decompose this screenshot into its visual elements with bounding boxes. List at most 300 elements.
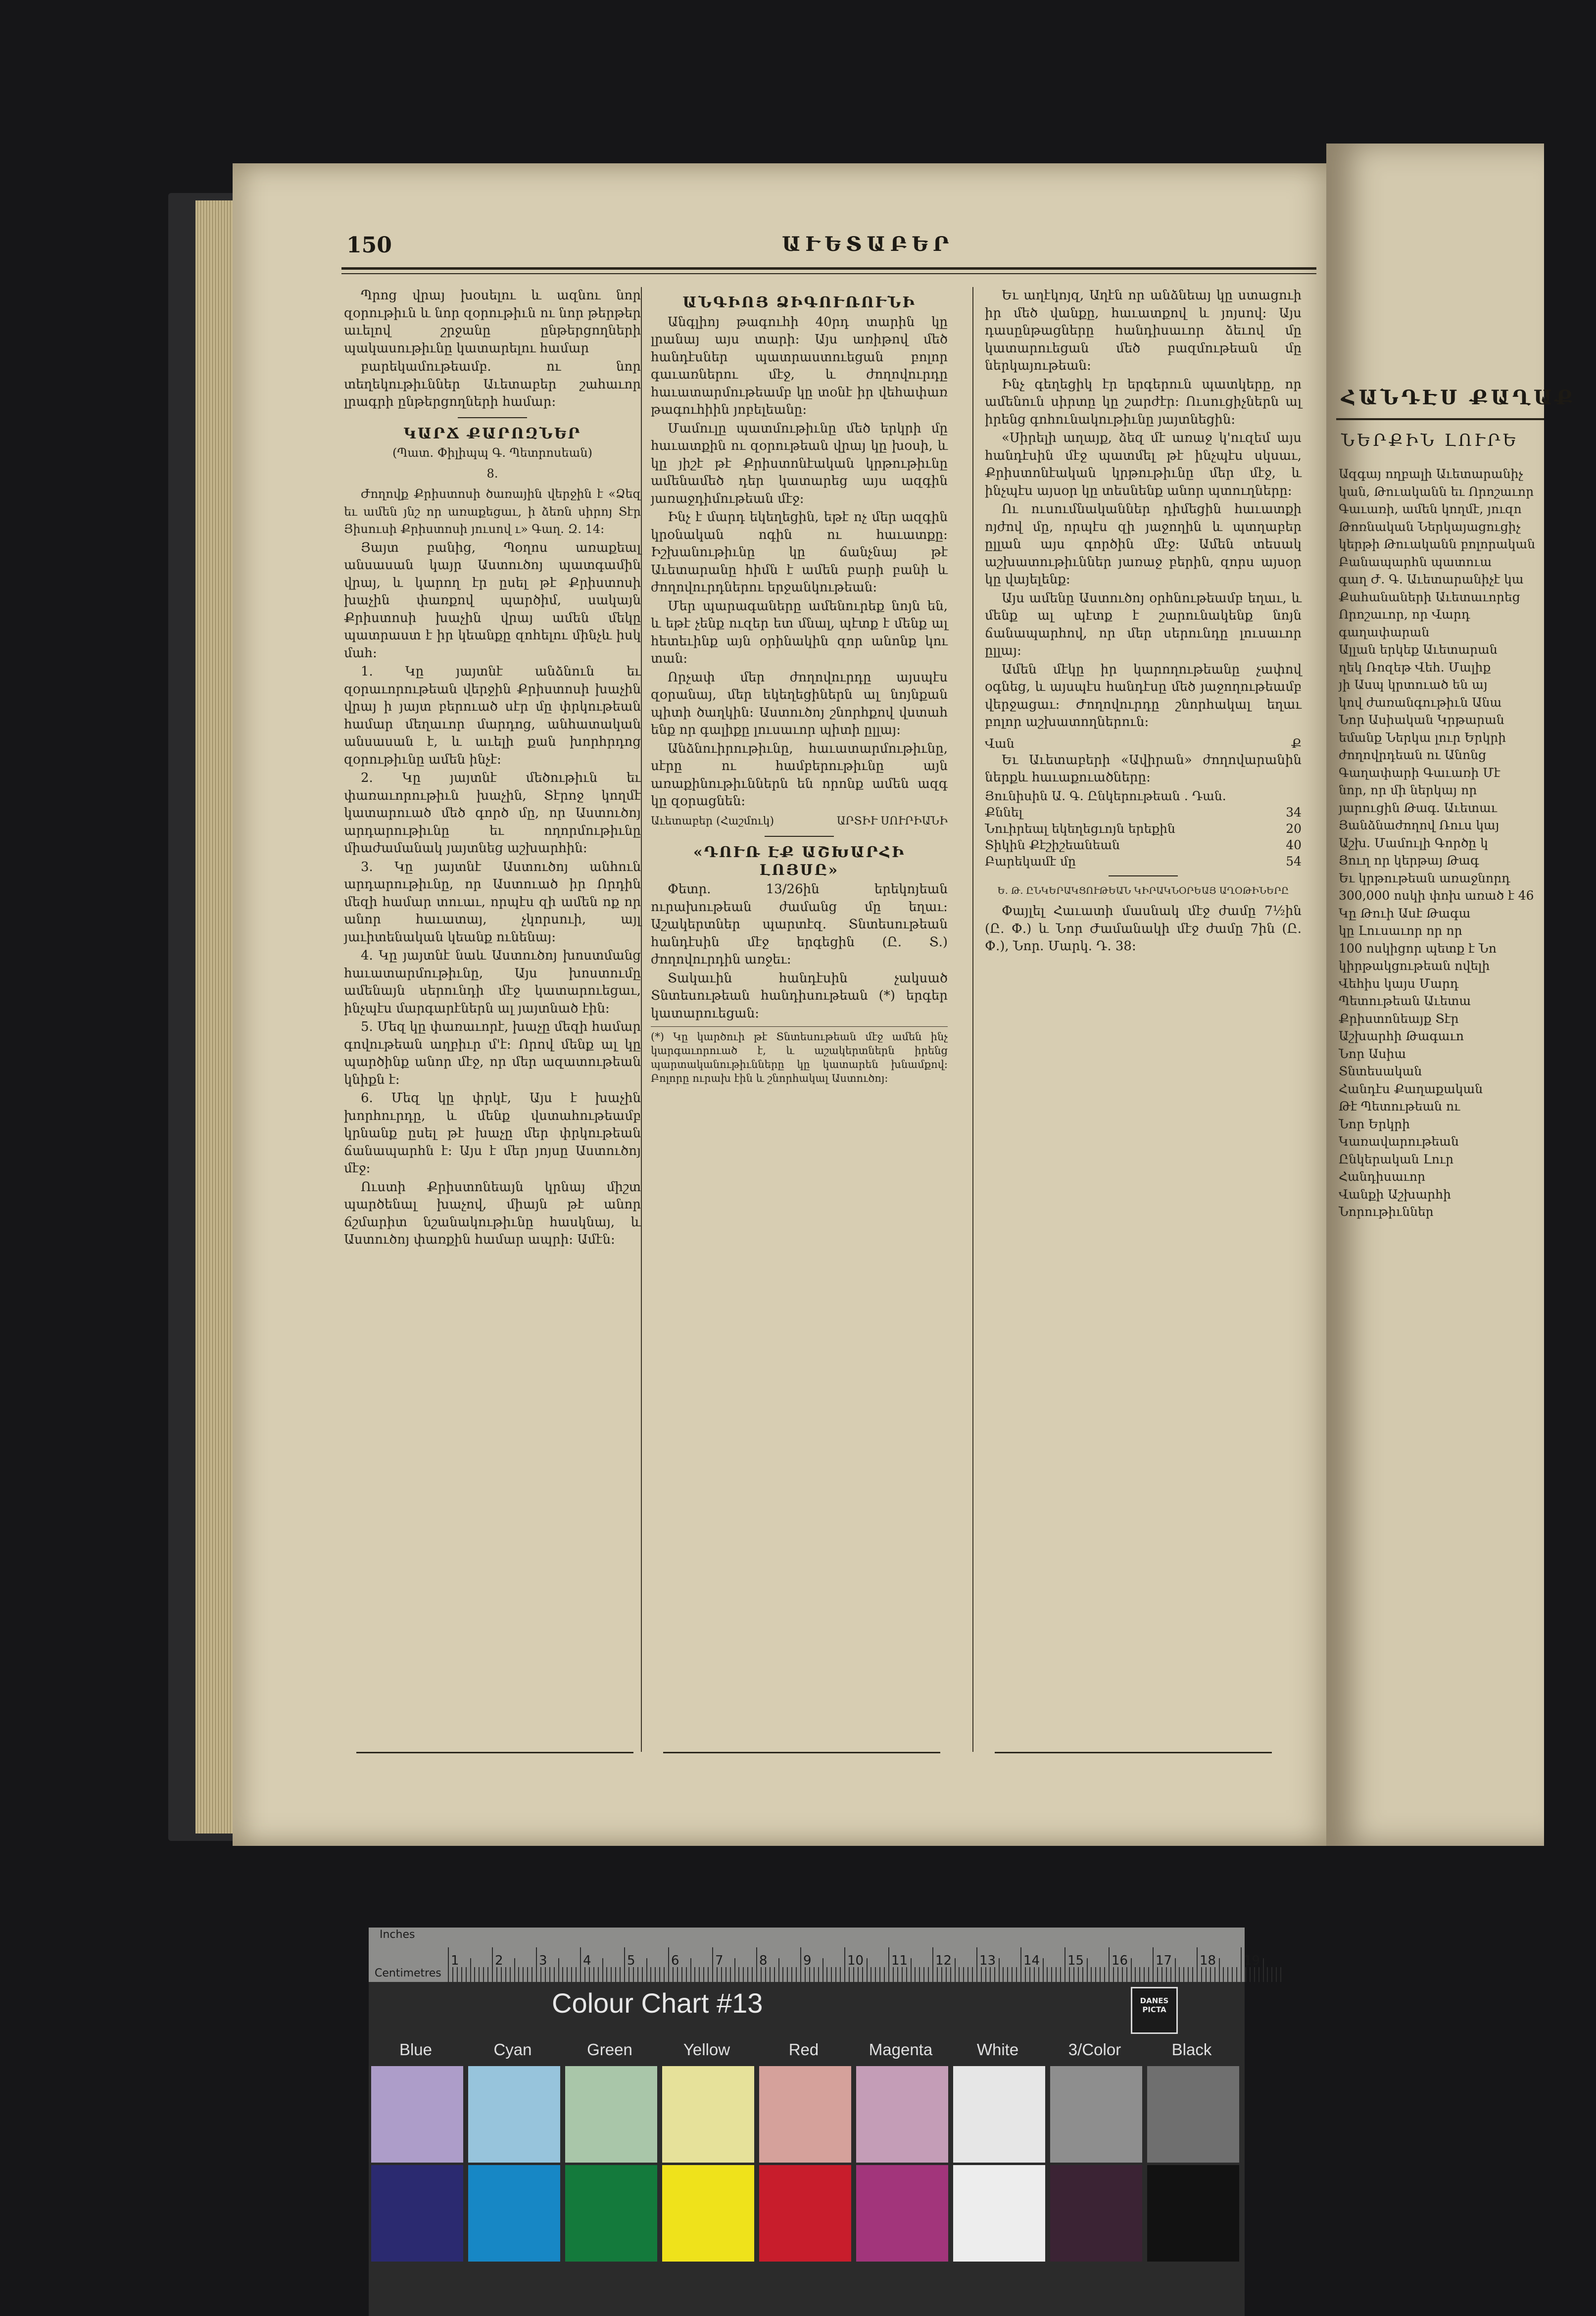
next-page-line: Նոր Ասիա — [1339, 1046, 1406, 1061]
donation-value: 54 — [1286, 854, 1302, 868]
ruler-minor-tick — [576, 1967, 577, 1982]
ruler-minor-tick — [606, 1967, 607, 1982]
ruler-tick — [756, 1947, 757, 1982]
jubilee-section-title: ԱՆԳԻՈՅ ՁԻԳՈՒՌՈՒՆԻ — [682, 294, 916, 311]
list-header-right: Ք — [1291, 736, 1302, 751]
article-paragraph: Անգլիոյ թագուհի 40րդ տարին կը լրանայ այս տարի։ Այս առիթով մեծ հանդէսներ պատրաստուեցան բոլոր գաւառներու մէջ, և ժողովուրդը հաւատարմութեամբ կը տօնէ իր վեհափառ թագուհիին յոբելեանը։ — [651, 314, 948, 417]
swatch-label: Magenta — [869, 2040, 933, 2059]
next-page-line: յարուցին Թագ. Աւետաւ — [1339, 800, 1497, 815]
ruler-number: 13 — [979, 1953, 996, 1968]
ruler-minor-tick — [1280, 1967, 1281, 1982]
ruler-minor-tick — [1232, 1967, 1233, 1982]
colour-chart-title: Colour Chart #13 — [552, 1987, 763, 2019]
ruler-minor-tick — [686, 1967, 687, 1982]
ruler-minor-tick — [1104, 1967, 1105, 1982]
ruler-minor-tick — [1056, 1967, 1057, 1982]
next-page-line: գաղ Ժ. Գ. Աւետարանիչէ կա — [1339, 572, 1524, 586]
ruler-minor-tick — [1236, 1967, 1237, 1982]
ruler-minor-tick — [1214, 1967, 1215, 1982]
ruler-minor-tick — [1258, 1967, 1259, 1982]
ruler-minor-tick — [734, 1958, 735, 1982]
ruler-minor-tick — [928, 1967, 929, 1982]
ruler-minor-tick — [1161, 1967, 1162, 1982]
ruler-minor-tick — [778, 1958, 779, 1982]
ruler-number: 6 — [671, 1953, 679, 1968]
ruler — [369, 1928, 1260, 1982]
article-paragraph: Անձնուիրութիւնը, հաւատարմութիւնը, սէրը ու համբերութիւնը այն առաքինութիւններն են որոնք ամեն ազգ կը զօրացնեն։ — [651, 741, 948, 809]
ruler-tick — [1153, 1947, 1154, 1982]
ruler-minor-tick — [875, 1967, 876, 1982]
ruler-minor-tick — [1276, 1967, 1277, 1982]
ruler-minor-tick — [884, 1967, 885, 1982]
ruler-minor-tick — [527, 1967, 528, 1982]
swatch-label: Yellow — [683, 2040, 730, 2059]
ruler-minor-tick — [738, 1967, 739, 1982]
article-signature — [651, 813, 948, 830]
ruler-minor-tick — [1179, 1967, 1180, 1982]
next-page-line: Եւ կրթութեան առաջնորդ — [1339, 870, 1510, 885]
ruler-minor-tick — [959, 1967, 960, 1982]
sermon-verse: Ժողովք Քրիստոսի ծառային վերջին է «Ձեզ եւ ամեն յնշ որ առաքեցաւ, ի ձեռն սիրոյ Տէր Յիսուսի Քրիստոսի յուսով ւ» Գաղ. Զ. 14։ — [344, 487, 641, 536]
danes-picta-logo: DANES PICTA — [1131, 1987, 1178, 2034]
ruler-minor-tick — [862, 1967, 863, 1982]
ruler-minor-tick — [849, 1967, 850, 1982]
ruler-minor-tick — [479, 1967, 480, 1982]
ruler-minor-tick — [589, 1967, 590, 1982]
ruler-minor-tick — [593, 1967, 594, 1982]
article-paragraph: Ամեն մէկը իր կարողութեանը չափով օգնեց, և այսպէս հանդէսը մեծ յաջողութեամբ վերջացաւ։ Ժողովուրդը շնորհակալ եղաւ բոլոր աշխատողներուն։ — [985, 662, 1302, 729]
next-page-line: գաղափարան — [1339, 625, 1430, 639]
signature-source: Աւետաբեր (Հաշմուկ) — [651, 815, 774, 827]
ruler-minor-tick — [1082, 1967, 1083, 1982]
ruler-minor-tick — [1060, 1967, 1061, 1982]
swatch-light-green — [565, 2066, 657, 2163]
ruler-number: 4 — [583, 1953, 591, 1968]
next-page-line: Նոր Երկրի — [1339, 1116, 1410, 1131]
swatch-dark-green — [565, 2165, 657, 2262]
sermon-paragraph: Յայտ բանից, Պօղոս առաքեալ անսասան կայր Աստուծոյ պատգամին վրայ, և կարող էր ըսել թէ Քրիստոսի խաչին փառքով պարծիմ, սակայն Քրիստոսի խաչին վրայ ամեն մեկը պատրաստ է իր կեանքը զոհելու մինչև իսկ մահ։ — [344, 540, 641, 661]
swatch-label: 3/Color — [1068, 2040, 1121, 2059]
swatch-light-red — [759, 2066, 851, 2163]
sermon-author: (Պատ. Փիլիպպ Գ. Պետրոսեան) — [392, 446, 592, 460]
next-page-text — [1339, 465, 1596, 1221]
ruler-minor-tick — [752, 1967, 753, 1982]
column-3 — [985, 287, 1302, 957]
ruler-minor-tick — [620, 1967, 621, 1982]
ruler-minor-tick — [659, 1967, 660, 1982]
ruler-tick — [624, 1947, 625, 1982]
ruler-minor-tick — [721, 1967, 722, 1982]
ruler-minor-tick — [840, 1967, 841, 1982]
ruler-minor-tick — [818, 1967, 819, 1982]
ruler-minor-tick — [743, 1967, 744, 1982]
donation-row — [985, 837, 1302, 853]
next-page-title: ՀԱՆԴԷՍ ՔԱՂԱՔ — [1341, 386, 1576, 409]
next-page-line: Քահանաների Աւետաւորեց — [1339, 589, 1520, 604]
ruler-minor-tick — [1016, 1967, 1017, 1982]
ruler-minor-tick — [796, 1967, 797, 1982]
ruler-number: 12 — [935, 1953, 952, 1968]
ruler-minor-tick — [787, 1967, 788, 1982]
sermon-paragraph: 2. Կը յայտնէ մեծութիւն եւ փառաւորութիւն խաչին, Տէրոջ կողմէ կատարուած մեծ գործ մը, որ Աստուծոյ արդարութիւնը եւ ողորմութիւնը միաժամանակ յայտնեց աշխարհին։ — [344, 771, 641, 856]
swatch-light-magenta — [856, 2066, 948, 2163]
ruler-minor-tick — [963, 1967, 964, 1982]
page-number: 150 — [346, 233, 392, 258]
colour-chart — [369, 1928, 1260, 2316]
next-page-line: Հանդէս Քաղաքական — [1339, 1081, 1483, 1096]
swatch-dark-blue — [371, 2165, 463, 2262]
ruler-minor-tick — [1113, 1967, 1114, 1982]
ruler-minor-tick — [981, 1967, 982, 1982]
ruler-minor-tick — [770, 1967, 771, 1982]
ruler-minor-tick — [1148, 1967, 1149, 1982]
ruler-minor-tick — [919, 1967, 920, 1982]
sermon-paragraph: 1. Կը յայտնէ անձնուն եւ զօրաւորութեան վերջին Քրիստոսի խաչին վրայ ի յայտ բերուած սէր մը փրկութեան համար մեղաւոր մարդոց, անհատական անսասան է, և աւելի քան խորհրդոց զօրութիւնը ամեն ինչէ։ — [344, 664, 641, 767]
ruler-minor-tick — [1131, 1958, 1132, 1982]
next-page-line: Ալլան երկեք Աւետարան — [1339, 642, 1498, 657]
swatch-light-white — [953, 2066, 1045, 2163]
ruler-minor-tick — [1043, 1958, 1044, 1982]
swatch-label: Cyan — [493, 2040, 532, 2059]
ruler-minor-tick — [1267, 1967, 1268, 1982]
next-page-line: կով ժառանգութիւն Անա — [1339, 695, 1502, 710]
next-page-line: Որոշաւոր, որ Վարդ — [1339, 607, 1470, 622]
ruler-minor-tick — [985, 1967, 986, 1982]
next-page-line: Տնտեսական — [1339, 1064, 1422, 1078]
ruler-minor-tick — [967, 1967, 968, 1982]
ruler-minor-tick — [972, 1967, 973, 1982]
ruler-minor-tick — [1117, 1967, 1118, 1982]
next-page-line: ղեկ Ռոզեթ Վեհ. Մալիք — [1339, 660, 1491, 675]
ruler-minor-tick — [694, 1967, 695, 1982]
next-page-line: կիրթակցութեան ովելի — [1339, 959, 1490, 973]
ruler-tick — [712, 1947, 713, 1982]
ruler-minor-tick — [867, 1958, 868, 1982]
ruler-minor-tick — [941, 1967, 942, 1982]
ruler-minor-tick — [717, 1967, 718, 1982]
ruler-minor-tick — [510, 1967, 511, 1982]
ruler-minor-tick — [1245, 1967, 1246, 1982]
ruler-minor-tick — [1139, 1967, 1140, 1982]
ruler-minor-tick — [496, 1967, 497, 1982]
ruler-minor-tick — [1263, 1958, 1264, 1982]
ruler-minor-tick — [1192, 1967, 1193, 1982]
ruler-minor-tick — [897, 1967, 898, 1982]
sermon-section-title: ԿԱՐՃ ՔԱՐՈԶՆԵՐ — [403, 425, 581, 442]
ruler-minor-tick — [1087, 1958, 1088, 1982]
donation-label: Նուիրեալ եկեղեցւոյն երեքին — [985, 821, 1175, 836]
ruler-minor-tick — [474, 1967, 475, 1982]
ruler-minor-tick — [681, 1967, 682, 1982]
article-paragraph: Մամուլը պատմութիւնը մեծ երկրի մը հաւատքին ու զօրութեան վրայ կը խօսի, և կը յիշէ թէ Քրիստոնէական կրթութիւնը ամենամեծ դեր կատարեց այս ազգին յառաջդիմութեան մէջ։ — [651, 421, 948, 506]
ruler-minor-tick — [505, 1967, 506, 1982]
swatch-label: Red — [788, 2040, 819, 2059]
ruler-minor-tick — [655, 1967, 656, 1982]
next-page-line: ժողովրդեան ու Անոնց — [1339, 748, 1487, 762]
next-page-subtitle: ՆԵՐՔԻՆ ԼՈՒՐԵ — [1341, 431, 1519, 450]
ruler-minor-tick — [955, 1958, 956, 1982]
ruler-minor-tick — [1188, 1967, 1189, 1982]
ruler-minor-tick — [1012, 1967, 1013, 1982]
ruler-tick — [1064, 1947, 1065, 1982]
donation-row — [985, 804, 1302, 820]
article-paragraph: Եւ աղէկոյզ, Աղէն որ անձնեայ կը ստացուի իր մեծ վանքը, հաւատքով և յոյսով։ Այս դասընթացները հանդիսաւոր ձեւով մը կատարուեցան մեծ բազմութեան մը ներկայութեան։ — [985, 288, 1302, 373]
swatch-dark-cyan — [468, 2165, 560, 2262]
ruler-minor-tick — [677, 1967, 678, 1982]
sermon-paragraph: 6. Մեզ կը փրկէ, Այս է խաչին խորհուրդը, և մենք վստահութեամբ կրնանք ըսել թէ խաչը մեր փրկութեան ճանապարհն է։ Այս է մեր յոյսը Աստուծոյ մէջ։ — [344, 1091, 641, 1176]
next-page-line: Բանապարհն պատուա — [1339, 554, 1492, 569]
running-head: ԱՒԵՏԱԲԵՐ — [782, 233, 954, 256]
ruler-minor-tick — [730, 1967, 731, 1982]
next-page-line: Կը Թուի Ասէ Թագա — [1339, 906, 1471, 920]
column-rule — [641, 287, 642, 1752]
ruler-minor-tick — [602, 1958, 603, 1982]
column-1 — [344, 287, 641, 1250]
ruler-minor-tick — [633, 1967, 634, 1982]
ruler-tick — [1109, 1947, 1110, 1982]
ruler-minor-tick — [452, 1967, 453, 1982]
ruler-tick — [844, 1947, 845, 1982]
article-paragraph: Այս ամենը Աստուծոյ օրհնութեամբ եղաւ, և մենք ալ պէտք է շարունակենք նոյն ճանապարհով, որ մեր սերունդը լուսաւոր ըլլայ։ — [985, 590, 1302, 658]
swatch-light-black — [1147, 2066, 1239, 2163]
ruler-minor-tick — [791, 1967, 792, 1982]
footnote: (*) Կը կարծուի թէ Տնտեսութեան մէջ ամեն ինչ կարգաւորուած է, և աշակերտներն իրենց պարտականութիւնները կը կատարեն խնամքով։ Բոլորը ուրախ էին և շնորհակալ Աստուծոյ։ — [651, 1026, 948, 1085]
article-paragraph: Մեր պարագաները ամենուրեք նոյն են, և եթէ չենք ուզեր ետ մնալ, պէտք է մենք ալ հետեւինք այն օրինակին զոր անոնք կու տան։ — [651, 598, 948, 666]
ruler-minor-tick — [1034, 1967, 1035, 1982]
next-page-line: կը Լուսաւոր որ որ — [1339, 923, 1462, 938]
column-2 — [651, 287, 948, 1085]
ruler-minor-tick — [650, 1967, 651, 1982]
notice-text: Փայլել Հաւատի մասնակ մէջ ժամը 7½ին (Ը. Փ.) և Նոր Ժամանակի մէջ ժամը 7ին (Ը. Փ.), Նոր. Մարկ. Դ. 38։ — [985, 904, 1302, 954]
notice-title: Ե. Թ. ԸՆԿԵՐԱԿՑՈՒԹԵԱՆ ԿԻՐԱԿՆՕՐԵԱՅ ԱՂՕԹԻՆԵՐԸ — [997, 885, 1289, 896]
ruler-minor-tick — [1254, 1967, 1255, 1982]
next-page-line: Թէ Պետութեան ու — [1339, 1099, 1460, 1113]
next-page-rule — [1336, 418, 1544, 420]
ruler-tick — [932, 1947, 933, 1982]
sermon-paragraph: 5. Մեզ կը փառաւորէ, խաչը մեզի համար գովութեան աղբիւր մ'է։ Որով մենք ալ կը պարծինք անոր մէջ, որ մեր ազատութեան կնիքն է։ — [344, 1019, 641, 1087]
ruler-minor-tick — [1166, 1967, 1167, 1982]
ruler-minor-tick — [1157, 1967, 1158, 1982]
ruler-minor-tick — [708, 1967, 709, 1982]
swatch-light-3color — [1050, 2066, 1142, 2163]
ruler-minor-tick — [598, 1967, 599, 1982]
header-rule-thin — [341, 273, 1316, 274]
swatch-label: White — [976, 2040, 1019, 2059]
next-page-line: կան, Թուականն եւ Որոշաւոր — [1339, 484, 1534, 499]
donation-list-header — [985, 735, 1302, 752]
donation-row — [985, 788, 1302, 804]
ruler-minor-tick — [690, 1958, 691, 1982]
column-end-rule — [663, 1752, 940, 1753]
ruler-minor-tick — [567, 1967, 568, 1982]
ruler-tick — [1020, 1947, 1021, 1982]
ruler-minor-tick — [999, 1958, 1000, 1982]
ruler-number: 11 — [891, 1953, 908, 1968]
ruler-minor-tick — [470, 1958, 471, 1982]
ruler-minor-tick — [911, 1958, 912, 1982]
ruler-minor-tick — [990, 1967, 991, 1982]
donation-value: 40 — [1286, 837, 1302, 852]
ruler-minor-tick — [1025, 1967, 1026, 1982]
ruler-number: 1 — [451, 1953, 459, 1968]
ruler-minor-tick — [814, 1967, 815, 1982]
ruler-minor-tick — [1091, 1967, 1092, 1982]
ruler-minor-tick — [1170, 1967, 1171, 1982]
ruler-minor-tick — [822, 1958, 823, 1982]
ruler-minor-tick — [461, 1967, 462, 1982]
ruler-minor-tick — [1051, 1967, 1052, 1982]
ruler-minor-tick — [782, 1967, 783, 1982]
article-paragraph: Որչափ մեր ժողովուրդը այսպէս զօրանայ, մեր եկեղեցիներն ալ նոյնքան պիտի ծաղկին։ Աստուծոյ շնորհքով վստահ ենք որ գալիքը լուսաւոր պիտի ըլլայ։ — [651, 670, 948, 737]
book-page-right — [1326, 144, 1576, 1846]
ruler-minor-tick — [1069, 1967, 1070, 1982]
next-page-line: Աշխ. Մամուլի Գործը կ — [1339, 835, 1488, 850]
ruler-minor-tick — [518, 1967, 519, 1982]
next-page-line: Նոր Ասիական Կրթարան — [1339, 713, 1504, 727]
next-page-line: 300,000 ոսկի փոխ առած է 46 — [1339, 888, 1534, 903]
ruler-tick — [448, 1947, 449, 1982]
next-page-line: կերթի Թուականն բոլորական — [1339, 537, 1536, 551]
ruler-tick — [1197, 1947, 1198, 1982]
ruler-minor-tick — [703, 1967, 704, 1982]
ruler-tick — [492, 1947, 493, 1982]
ruler-number: 17 — [1156, 1953, 1172, 1968]
sermon-number: 8. — [486, 466, 498, 481]
ruler-tick — [888, 1947, 889, 1982]
ruler-minor-tick — [946, 1967, 947, 1982]
signature-author: ԱՐՏԻՒ ՍՈՒՐԻԱՆԻ — [836, 815, 948, 827]
swatch-dark-yellow — [662, 2165, 754, 2262]
next-page-line: Ազգայ ողբալի Աւետարանիչ — [1339, 467, 1523, 481]
ruler-minor-tick — [1210, 1967, 1211, 1982]
ruler-minor-tick — [1095, 1967, 1096, 1982]
swatch-label: Black — [1171, 2040, 1212, 2059]
ruler-minor-tick — [805, 1967, 806, 1982]
ruler-tick — [580, 1947, 581, 1982]
ruler-minor-tick — [642, 1967, 643, 1982]
swatch-label: Green — [587, 2040, 632, 2059]
intro-paragraph: Պրոց վրայ խօսելու և ազնու նոր զօրութիւն և նոր զօրութիւն ու նոր թերթեր աւելով շրջանը ընթերցողների պակասութիւնը կատարելու համար — [344, 288, 641, 356]
intro-paragraph: բարեկամութեամբ. ու նոր տեղեկութիւններ Աւետաբեր շահաւոր լրագրի ընթերցողների համար։ — [344, 359, 641, 409]
ruler-number: 18 — [1200, 1953, 1216, 1968]
next-page-line: Գաւառի, ամեն կողմէ, յուզո — [1339, 502, 1522, 516]
light-section-title: «ԴՈՒՌ ԷՔ ԱՇԽԱՐՀԻ ԼՈՅՍԸ» — [693, 844, 906, 879]
ruler-minor-tick — [906, 1967, 907, 1982]
next-page-line: Աշխարհի Թագաւո — [1339, 1029, 1464, 1043]
next-page-line: Յանձնաժողով Ռուս կայ — [1339, 818, 1499, 832]
swatch-dark-red — [759, 2165, 851, 2262]
ruler-inches-label: Inches — [380, 1929, 415, 1941]
list-header-left: Վան — [985, 736, 1015, 751]
donation-label: Բարեկամէ մը — [985, 854, 1076, 868]
ruler-minor-tick — [1038, 1967, 1039, 1982]
ruler-minor-tick — [879, 1967, 880, 1982]
article-paragraph: Փետր. 13/26ին երեկոյեան ուրախութեան ժամանց մը եղաւ։ Աշակերտներ պարտէզ. Տնտեսութեան հանդէսին մէջ երգեցին (Ը. Տ.) ժողովուրդին առջեւ։ — [651, 882, 948, 967]
next-page-line: Նորութիւններ — [1339, 1205, 1434, 1219]
article-paragraph: Ինչ գեղեցիկ էր երգերուն պատկերը, որ ամենուն սիրտը կը շարժէր։ Ուսուցիչներն ալ իրենց գոհունակութիւնը յայտնեցին։ — [985, 377, 1302, 427]
ruler-minor-tick — [747, 1967, 748, 1982]
swatch-dark-black — [1147, 2165, 1239, 2262]
next-page-line: Քրիստոնեայք Տէր — [1339, 1011, 1459, 1026]
next-page-line: Թոռնական Ներկայացուցիչ — [1339, 519, 1521, 534]
ruler-minor-tick — [558, 1958, 559, 1982]
divider — [765, 836, 834, 837]
ruler-minor-tick — [611, 1967, 612, 1982]
ruler-minor-tick — [1271, 1967, 1272, 1982]
ruler-minor-tick — [923, 1967, 924, 1982]
ruler-minor-tick — [637, 1967, 638, 1982]
ruler-minor-tick — [809, 1967, 810, 1982]
ruler-minor-tick — [761, 1967, 762, 1982]
article-paragraph: «Սիրելի աղայք, ձեզ մէ առաջ կ'ուզեմ այս հանդէսին մէջ պատմել թէ ինչպէս սկսաւ, Քրիստոնէական կրթութիւնը մեր մէջ, և ինչպէս այսօր կը տեսնենք անոր պտուղները։ — [985, 431, 1302, 498]
ruler-number: 10 — [847, 1953, 864, 1968]
ruler-minor-tick — [549, 1967, 550, 1982]
swatch-label: Blue — [399, 2040, 433, 2059]
sermon-paragraph: 3. Կը յայտնէ Աստուծոյ անհուն արդարութիւնը, որ Աստուած իր Որդին մեզի համար տուաւ, որպէս զի ամեն ոք որ անոր հաւատայ, չկորսուի, այլ յաւիտենական կեանք ունենայ։ — [344, 859, 641, 945]
ruler-number: 8 — [759, 1953, 768, 1968]
ruler-minor-tick — [673, 1967, 674, 1982]
ruler-number: 5 — [627, 1953, 635, 1968]
ruler-minor-tick — [1029, 1967, 1030, 1982]
ruler-minor-tick — [584, 1967, 585, 1982]
ruler-minor-tick — [893, 1967, 894, 1982]
donation-value: 34 — [1286, 805, 1302, 820]
ruler-minor-tick — [1135, 1967, 1136, 1982]
swatch-light-blue — [371, 2066, 463, 2163]
next-page-line: Գաղափարի Գաւառի Մէ — [1339, 765, 1500, 780]
ruler-minor-tick — [902, 1967, 903, 1982]
ruler-tick — [668, 1947, 669, 1982]
article-paragraph: Ու ուսումնականներ դիմեցին հաւատքի ոյժով մը, որպէս զի յաջողին և պտղաբեր ըլլան այս գործին մէջ։ Ամեն տեսակ աշխատութիւններ յառաջ բերին, զորս այսօր կը վայելենք։ — [985, 502, 1302, 587]
ruler-minor-tick — [540, 1967, 541, 1982]
ruler-number: 7 — [715, 1953, 724, 1968]
ruler-minor-tick — [994, 1967, 995, 1982]
ruler-minor-tick — [950, 1967, 951, 1982]
next-page-line: Վեհիս կայս Մարդ — [1339, 976, 1459, 991]
ruler-minor-tick — [615, 1967, 616, 1982]
ruler-minor-tick — [765, 1967, 766, 1982]
ruler-minor-tick — [1100, 1967, 1101, 1982]
next-page-line: 100 ոսկիցոր պետք է Նո — [1339, 941, 1497, 956]
donation-label: Քննել — [985, 805, 1023, 820]
ruler-minor-tick — [1078, 1967, 1079, 1982]
ruler-minor-tick — [1223, 1967, 1224, 1982]
swatch-light-cyan — [468, 2066, 560, 2163]
ruler-minor-tick — [1144, 1967, 1145, 1982]
ruler-minor-tick — [487, 1967, 488, 1982]
ruler-minor-tick — [1201, 1967, 1202, 1982]
sermon-paragraph: Ուստի Քրիստոնեայն կրնայ միշտ պարծենալ խաչով, միայն թէ անոր ճշմարիտ նշանակութիւնը հասկնայ, և Աստուծոյ փառքին համար ապրի։ Ամէն։ — [344, 1179, 641, 1247]
donation-label: Տիկին Քէշիշեանեան — [985, 837, 1120, 852]
ruler-minor-tick — [571, 1967, 572, 1982]
next-page-line: Վանքի Աշխարհի — [1339, 1187, 1451, 1202]
ruler-minor-tick — [1227, 1967, 1228, 1982]
donation-row — [985, 853, 1302, 869]
ruler-minor-tick — [853, 1967, 854, 1982]
ruler-minor-tick — [826, 1967, 827, 1982]
ruler-minor-tick — [483, 1967, 484, 1982]
next-page-line: Ընկերական Լուր — [1339, 1152, 1454, 1166]
article-paragraph: Տակաւին հանդէսին չակսած Տնտեսութեան հանդիսութեան (*) երգեր կատարուեցան։ — [651, 970, 948, 1021]
column-rule — [972, 287, 973, 1752]
ruler-minor-tick — [1219, 1958, 1220, 1982]
ruler-number: 9 — [803, 1953, 812, 1968]
column-end-rule — [995, 1752, 1272, 1753]
ruler-minor-tick — [523, 1967, 524, 1982]
ruler-cm-label: Centimetres — [375, 1967, 441, 1979]
next-page-line: յի Ասպ կրտուած են այ — [1339, 677, 1488, 692]
ruler-minor-tick — [774, 1967, 775, 1982]
